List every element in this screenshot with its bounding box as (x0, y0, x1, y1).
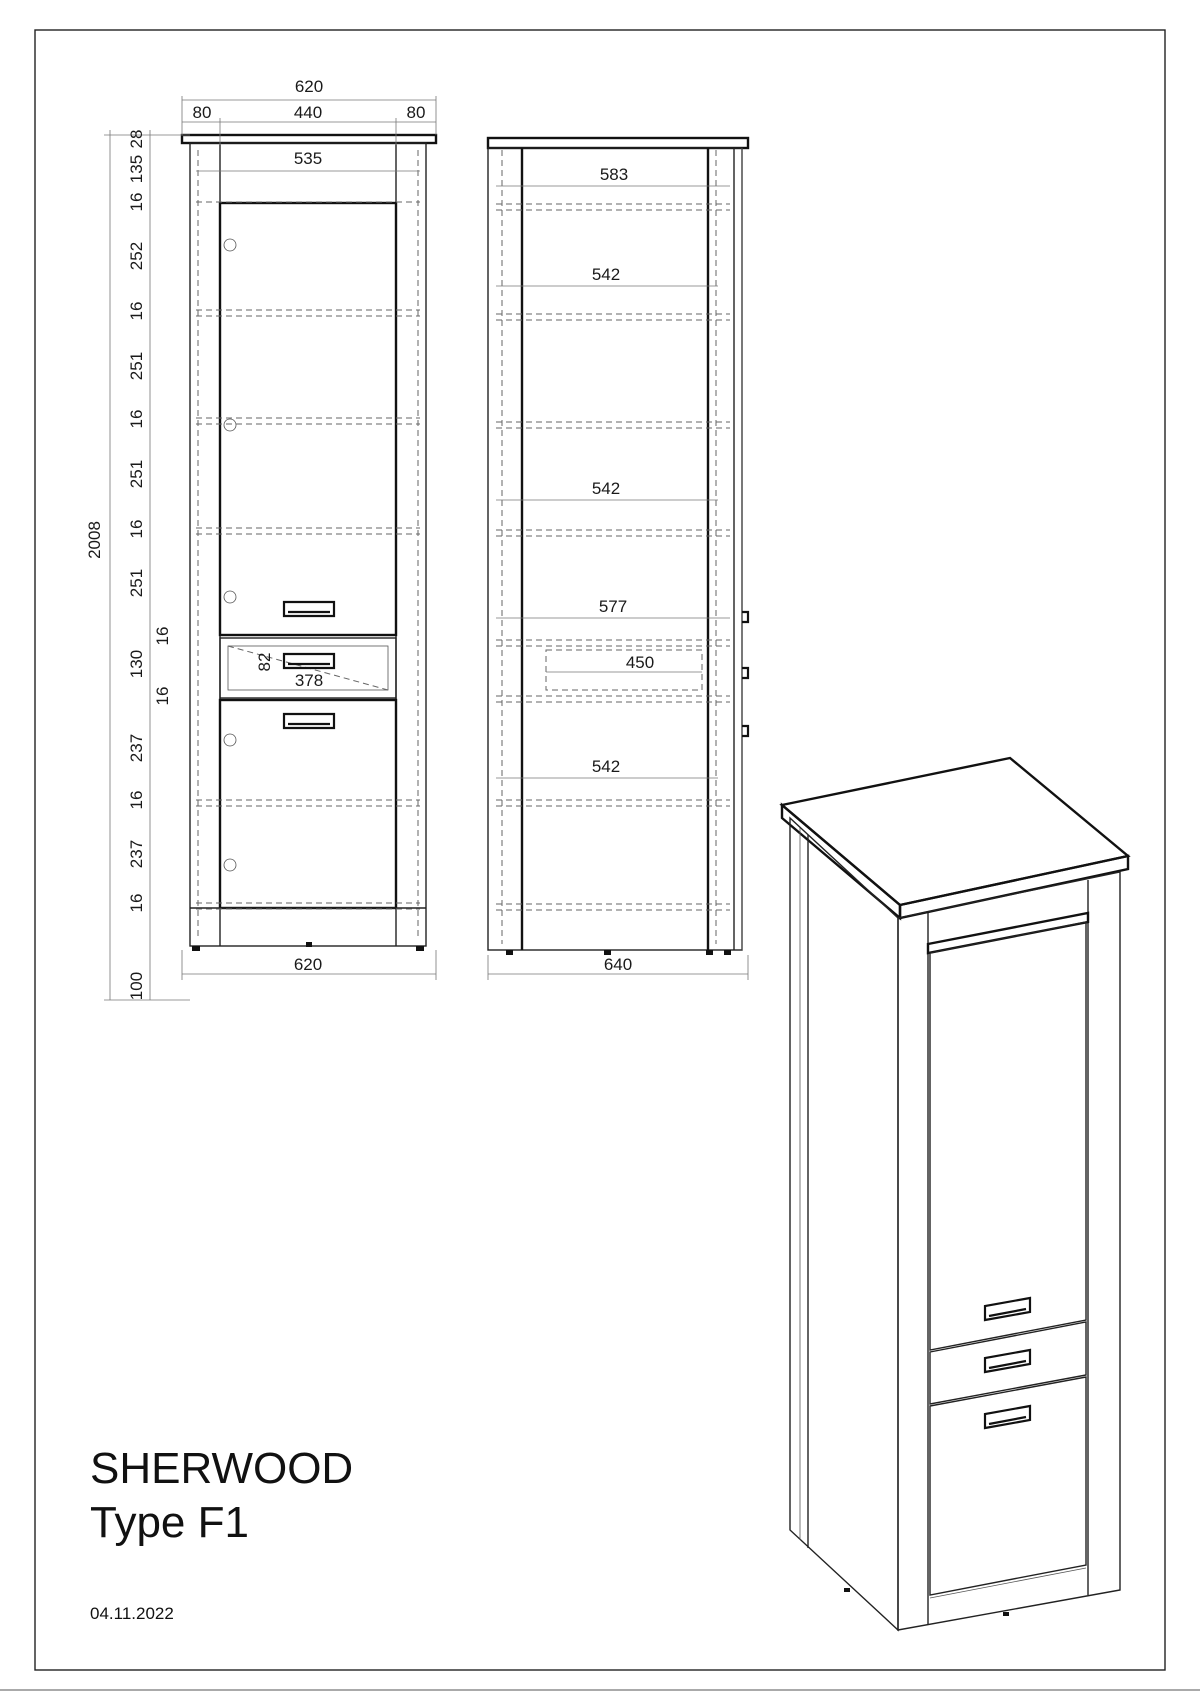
iso-drawer-handle (985, 1350, 1030, 1372)
front-vdim: 16 (153, 686, 172, 706)
front-vdim: 237 (127, 733, 146, 763)
side-dim-shelf-depth: 542 (591, 757, 621, 776)
front-dim-drawer-height: 82 (255, 652, 274, 672)
side-dim-drawer-depth: 450 (625, 653, 655, 672)
side-foot-left (506, 950, 513, 955)
front-dim-top-right: 80 (406, 103, 426, 122)
iso-top (782, 758, 1128, 905)
side-top-plate (488, 138, 748, 148)
front-vdim: 16 (153, 626, 172, 646)
front-vdim: 130 (127, 649, 146, 679)
front-dim-height-total: 2008 (85, 521, 104, 559)
front-dim-top-middle: 440 (293, 103, 323, 122)
front-lower-door (220, 700, 396, 908)
front-vdim: 16 (127, 519, 146, 539)
iso-upper-door (930, 922, 1086, 1350)
side-drawer-box (546, 650, 702, 690)
front-drawer-handle (284, 654, 334, 668)
front-vdim: 252 (127, 241, 146, 271)
front-upper-door-handle (284, 602, 334, 616)
front-vdim: 16 (127, 301, 146, 321)
front-vdim: 251 (127, 459, 146, 489)
product-type: Type F1 (90, 1498, 249, 1547)
front-dim-drawer-width: 378 (294, 671, 324, 690)
front-dim-top-overall: 620 (294, 77, 324, 96)
front-vdim: 100 (127, 971, 146, 1001)
drawing-date: 04.11.2022 (90, 1604, 174, 1623)
side-dim-shelf-depth: 577 (598, 597, 628, 616)
front-view (104, 96, 436, 1000)
isometric-view (782, 758, 1128, 1630)
front-vdim: 251 (127, 568, 146, 598)
front-vdim: 237 (127, 839, 146, 869)
front-lower-door-handle (284, 714, 334, 728)
front-upper-door (220, 203, 396, 635)
front-vdim: 135 (127, 154, 146, 184)
front-foot-left (192, 946, 200, 951)
side-foot-right (706, 950, 713, 955)
side-dim-bottom-depth: 640 (603, 955, 633, 974)
iso-left-side (790, 818, 898, 1630)
side-dim-shelf-depth: 542 (591, 479, 621, 498)
front-vdim: 16 (127, 790, 146, 810)
side-dim-shelf-depth: 542 (591, 265, 621, 284)
front-vdim: 251 (127, 351, 146, 381)
front-vdim: 16 (127, 409, 146, 429)
product-name: SHERWOOD (90, 1444, 354, 1493)
front-vdim: 16 (127, 893, 146, 913)
front-dim-top-left: 80 (192, 103, 212, 122)
front-foot-right (416, 946, 424, 951)
iso-upper-door-handle (985, 1298, 1030, 1320)
front-carcass (190, 143, 426, 946)
iso-lower-door-handle (985, 1406, 1030, 1428)
front-vdim: 16 (127, 192, 146, 212)
side-dim-top-depth: 583 (599, 165, 629, 184)
front-vdim: 28 (127, 129, 146, 149)
front-dim-inner-width: 535 (293, 149, 323, 168)
front-dim-bottom-width: 620 (293, 955, 323, 974)
